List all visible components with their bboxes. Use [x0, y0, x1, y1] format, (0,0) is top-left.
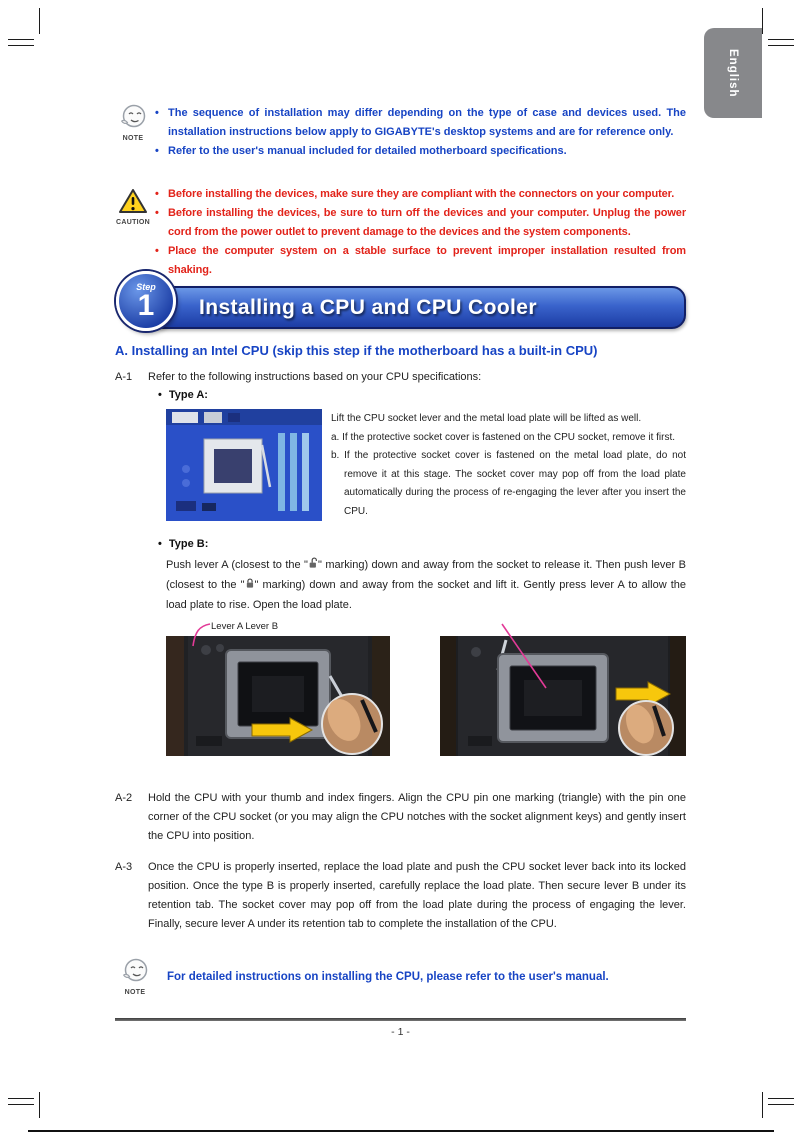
- bullet-glyph: •: [155, 188, 159, 200]
- cpu-socket-illustration: [166, 409, 322, 521]
- type-b-text-part2: " marking) down and away from the socket to release it. Then push lever B (closest to the ": [166, 559, 686, 591]
- type-a-label: Type A:: [168, 389, 208, 401]
- bullet-glyph: •: [158, 389, 162, 401]
- type-a-item-a: a. If the protective socket cover is fastened on the CPU socket, remove it first.: [331, 431, 676, 443]
- paragraph-a1: [115, 368, 686, 387]
- page-number: - 1 -: [391, 1026, 410, 1038]
- type-a-intro: Lift the CPU socket lever and the metal load plate will be lifted as well.: [331, 413, 642, 424]
- paragraph-a1-text: Refer to the following instructions based on your CPU specifications:: [148, 371, 482, 383]
- caution-item: [155, 204, 686, 242]
- note-item: [155, 142, 686, 161]
- crop-mark: [8, 1098, 34, 1099]
- note-face-icon: [120, 958, 150, 985]
- type-b-text-part3: " marking) down and away from the socket and lift it. Gently press lever A to allow the load plate to rise. Open the load plate.: [166, 579, 686, 611]
- caution-icon: [115, 188, 151, 226]
- bullet-glyph: •: [155, 107, 159, 119]
- paragraph-a3-label: A-3: [115, 861, 133, 873]
- crop-mark: [8, 1104, 34, 1105]
- figure-cpu-socket-photo: [166, 409, 322, 521]
- paragraph-a3-text: Once the CPU is properly inserted, replace the load plate and push the CPU socket lever back into its locked position. Once the type B is properly inserted, carefully replace the load plate. Then secure lever B under its retention tab. The socket cover may pop off from the load plate during the process of engaging the lever. Finally, secure lever A under its retention tab to complete the installation of the CPU.: [148, 861, 686, 930]
- crop-mark: [768, 1104, 794, 1105]
- crop-mark: [39, 1092, 40, 1118]
- warning-triangle-icon: [118, 188, 148, 215]
- step-title: Installing a CPU and CPU Cooler: [199, 295, 537, 319]
- page-bottom-rule: [28, 1130, 774, 1132]
- lock-icon: [245, 577, 255, 596]
- caution-item-text: Before installing the devices, make sure they are compliant with the connectors on your computer.: [168, 188, 675, 200]
- step-badge: [116, 271, 176, 331]
- bullet-glyph: •: [155, 245, 159, 257]
- note-item: [155, 104, 686, 142]
- paragraph-a3: [115, 858, 686, 934]
- note-item-text: The sequence of installation may differ depending on the type of case and devices used. The installation instructions below apply to GIGABYTE's desktop systems and are for reference only.: [168, 107, 686, 138]
- final-note-text: For detailed instructions on installing the CPU, please refer to the user's manual.: [167, 971, 609, 983]
- crop-mark: [39, 8, 40, 34]
- figure-lever-b-photo: [440, 636, 686, 756]
- caution-list: [155, 185, 686, 280]
- lever-a-illustration: [166, 636, 390, 756]
- figure-lever-label: Lever A Lever B: [211, 621, 279, 632]
- paragraph-a2: [115, 789, 686, 846]
- paragraph-a1-label: A-1: [115, 371, 133, 383]
- type-a-item-b: b. If the protective socket cover is fastened on the metal load plate, do not remove it at this stage. The socket cover may pop off from the load plate automatically during the process of re-engaging the lever after you insert the CPU.: [331, 450, 686, 517]
- footer-rule: [115, 1018, 686, 1021]
- type-b-row: [158, 538, 208, 550]
- type-a-instructions: [331, 410, 686, 522]
- unlock-icon: [308, 557, 318, 576]
- note-icon: [115, 104, 151, 142]
- crop-mark: [8, 45, 34, 46]
- language-tab-label: English: [727, 48, 739, 98]
- crop-mark: [768, 1098, 794, 1099]
- step-number: 1: [137, 289, 155, 322]
- note-list: [155, 104, 686, 161]
- note-icon-label: NOTE: [124, 989, 146, 996]
- figure-lever-a-photo: [166, 636, 390, 756]
- caution-item-text: Place the computer system on a stable surface to prevent improper installation resulted from shaking.: [168, 245, 686, 276]
- type-a-row: [158, 389, 208, 401]
- note-icon-label: NOTE: [122, 135, 144, 142]
- caution-item: [155, 242, 686, 280]
- crop-mark: [8, 39, 34, 40]
- language-tab-english: [704, 28, 762, 118]
- section-a-heading: A. Installing an Intel CPU (skip this step if the motherboard has a built-in CPU): [115, 343, 598, 358]
- note-face-icon: [118, 104, 148, 131]
- bullet-glyph: •: [155, 145, 159, 157]
- crop-mark: [762, 8, 763, 34]
- step-word: Step: [136, 282, 156, 292]
- type-b-text-part1: Push lever A (closest to the ": [166, 559, 308, 571]
- note-icon: [117, 958, 153, 996]
- caution-item-text: Before installing the devices, be sure to turn off the devices and your computer. Unplug the power cord from the power outlet to prevent damage to the devices and the system components.: [168, 207, 686, 238]
- lever-b-illustration: [440, 636, 686, 756]
- paragraph-a2-text: Hold the CPU with your thumb and index fingers. Align the CPU pin one marking (triangle) with the pin one corner of the CPU socket (or you may align the CPU notches with the socket alignment keys) and gently insert the CPU into position.: [148, 792, 686, 842]
- bullet-glyph: •: [155, 207, 159, 219]
- type-b-instructions: [166, 556, 686, 615]
- type-b-label: Type B:: [168, 538, 209, 550]
- bullet-glyph: •: [158, 538, 162, 550]
- paragraph-a2-label: A-2: [115, 792, 133, 804]
- crop-mark: [768, 45, 794, 46]
- caution-item: [155, 185, 686, 204]
- crop-mark: [768, 39, 794, 40]
- final-note: [117, 958, 609, 996]
- caution-icon-label: CAUTION: [116, 219, 150, 226]
- crop-mark: [762, 1092, 763, 1118]
- step-banner: [149, 286, 686, 329]
- note-item-text: Refer to the user's manual included for detailed motherboard specifications.: [168, 145, 567, 157]
